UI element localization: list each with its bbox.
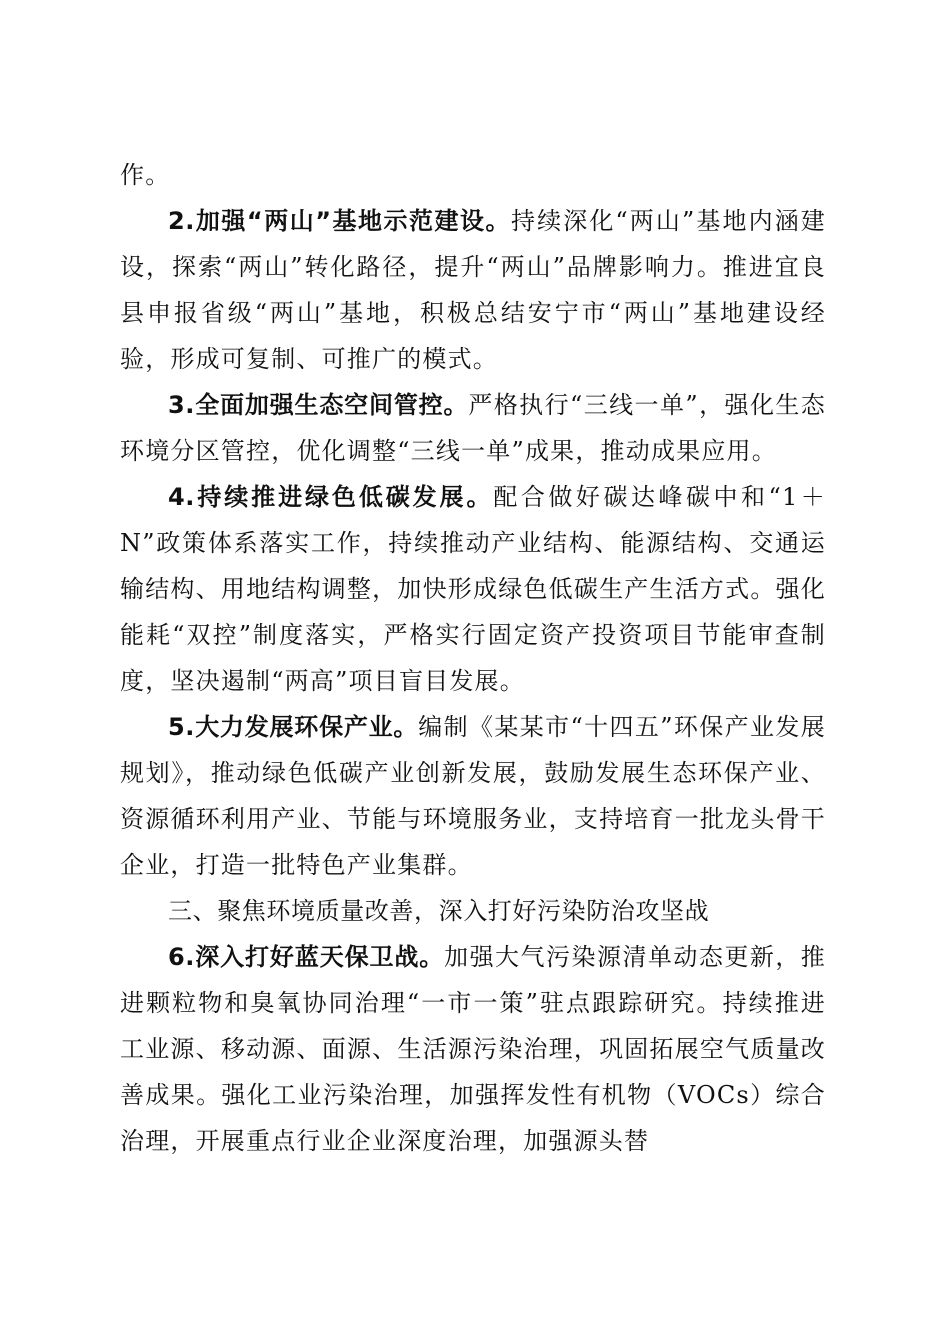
paragraph-item-3 — [120, 382, 826, 474]
paragraph-text: 加强大气污染源清单动态更新，推进颗粒物和臭氧协同治理“一市一策”驻点跟踪研究。持续推进工业源、移动源、面源、生活源污染治理，巩固拓展空气质量改善成果。强化工业污染治理，加强挥发性有机物（VOCs）综合治理，开展重点行业企业深度治理，加强源头替 — [120, 943, 827, 1155]
paragraph-item-2 — [120, 198, 826, 382]
paragraph-text: 持续深化“两山”基地内涵建设，探索“两山”转化路径，提升“两山”品牌影响力。推进宜良县申报省级“两山”基地，积极总结安宁市“两山”基地建设经验，形成可复制、可推广的模式。 — [120, 207, 826, 373]
paragraph-text: 编制《某某市“十四五”环保产业发展规划》，推动绿色低碳产业创新发展，鼓励发展生态环保产业、资源循环利用产业、节能与环境服务业，支持培育一批龙头骨干企业，打造一批特色产业集群。 — [120, 713, 826, 879]
paragraph-item-4 — [120, 474, 826, 704]
section-heading: 三、聚焦环境质量改善，深入打好污染防治攻坚战 — [168, 897, 710, 925]
paragraph-text: 作。 — [120, 161, 171, 189]
paragraph-continuation — [120, 152, 826, 198]
paragraph-lead: 3.全面加强生态空间管控。 — [168, 391, 469, 419]
document-body — [120, 152, 826, 1164]
paragraph-lead: 6.深入打好蓝天保卫战。 — [168, 943, 445, 971]
paragraph-text: 严格执行“三线一单”，强化生态环境分区管控，优化调整“三线一单”成果，推动成果应用。 — [120, 391, 826, 465]
paragraph-lead: 4.持续推进绿色低碳发展。 — [168, 483, 494, 511]
paragraph-item-6 — [120, 934, 826, 1164]
paragraph-item-5 — [120, 704, 826, 888]
paragraph-lead: 5.大力发展环保产业。 — [168, 713, 419, 741]
paragraph-lead: 2.加强“两山”基地示范建设。 — [168, 207, 512, 235]
paragraph-text: 配合做好碳达峰碳中和“1＋N”政策体系落实工作，持续推动产业结构、能源结构、交通运输结构、用地结构调整，加快形成绿色低碳生产生活方式。强化能耗“双控”制度落实，严格实行固定资产投资项目节能审查制度，坚决遏制“两高”项目盲目发展。 — [120, 483, 826, 695]
